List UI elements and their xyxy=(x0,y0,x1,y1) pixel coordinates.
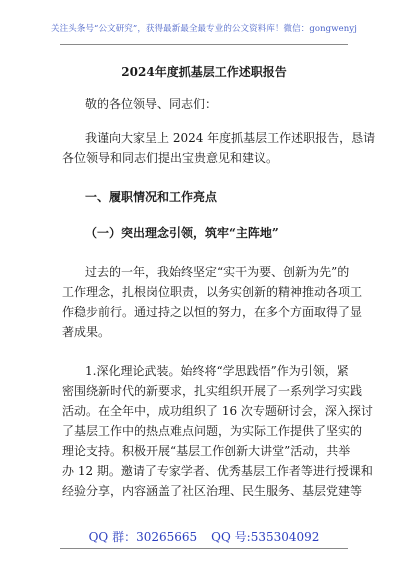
paragraph-line: 活动。在全年中，成功组织了 16 次专题研讨会，深入探讨 xyxy=(62,404,373,418)
paragraph-line: 密围绕新时代的新要求，扎实组织开展了一系列学习实践 xyxy=(62,384,363,398)
salutation: 敬的各位领导、同志们： xyxy=(85,97,218,111)
paragraph-line: 过去的一年，我始终坚定“实干为要、创新为先”的 xyxy=(85,265,350,279)
intro-line: 我谨向大家呈上 2024 年度抓基层工作述职报告，恳请 xyxy=(85,131,376,145)
paragraph-line: 著成果。 xyxy=(62,325,111,339)
paragraph-line: 1.深化理论武装。始终将“学思践悟”作为引领，紧 xyxy=(85,364,349,378)
section-heading: 一、履职情况和工作亮点 xyxy=(85,190,218,204)
page-footer xyxy=(0,528,408,548)
paragraph-line: 理论支持。积极开展“基层工作创新大讲堂”活动，共举 xyxy=(62,444,351,458)
footer-qq-number: QQ 号:535304092 xyxy=(211,530,320,544)
footer-qq-group: QQ 群：30265665 xyxy=(88,530,198,544)
paragraph-line: 办 12 期。邀请了专家学者、优秀基层工作者等进行授课和 xyxy=(62,464,373,478)
header-notice: 关注头条号“公文研究”，获得最新最全最专业的公文资料库！微信：gongwenyj xyxy=(51,24,357,34)
document-title: 2024年度抓基层工作述职报告 xyxy=(121,65,287,79)
paragraph-line: 了基层工作中的热点难点问题，为实际工作提供了坚实的 xyxy=(62,424,363,438)
footer-divider xyxy=(60,548,348,549)
paragraph-line: 工作理念，扎根岗位职责，以务实创新的精神推动各项工 xyxy=(62,285,363,299)
intro-line: 各位领导和同志们提出宝贵意见和建议。 xyxy=(62,151,279,165)
paragraph-line: 作稳步前行。通过持之以恒的努力，在多个方面取得了显 xyxy=(62,305,363,319)
paragraph-line: 经验分享，内容涵盖了社区治理、民生服务、基层党建等 xyxy=(62,484,363,498)
subsection-heading: （一）突出理念引领，筑牢“主阵地” xyxy=(85,226,279,240)
